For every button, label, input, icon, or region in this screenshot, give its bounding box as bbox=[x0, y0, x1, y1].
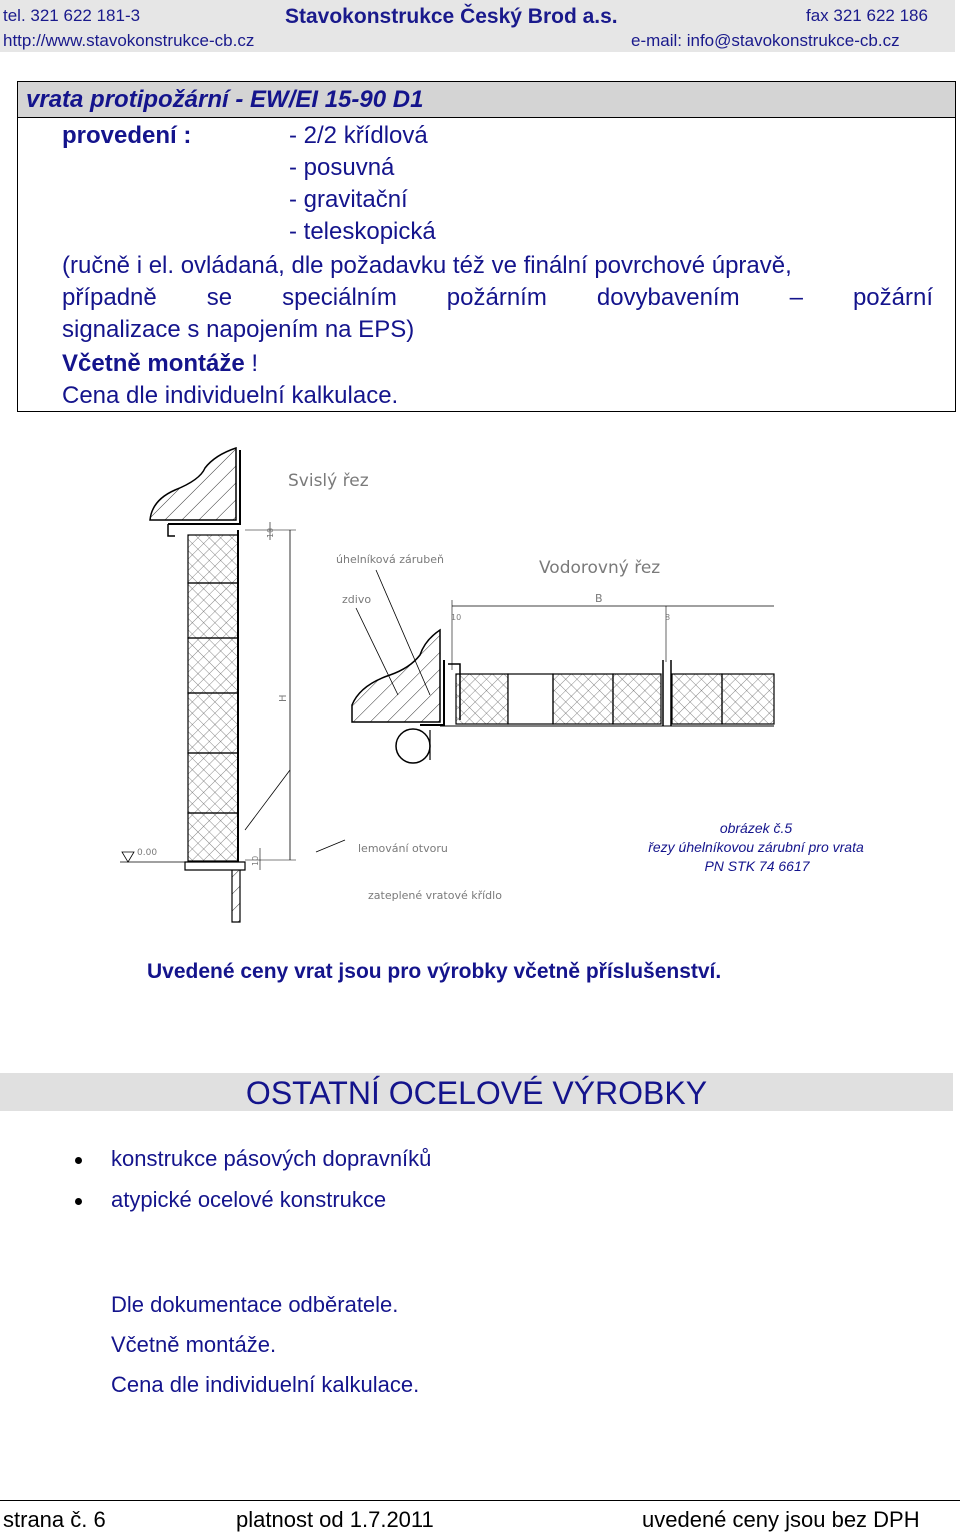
company-name: Stavokonstrukce Český Brod a.s. bbox=[285, 5, 618, 28]
note-line: případně se speciálním požárním dovybavením – požární bbox=[62, 284, 933, 311]
vat-note: uvedené ceny jsou bez DPH bbox=[642, 1507, 920, 1532]
variant-item: - gravitační bbox=[289, 186, 408, 213]
variant-item: - teleskopická bbox=[289, 218, 436, 245]
price-note: Cena dle individuelní kalkulace. bbox=[62, 382, 399, 409]
insulated-leaf-label: zateplené vratové křídlo bbox=[368, 889, 502, 902]
list-item: atypické ocelové konstrukce bbox=[111, 1187, 387, 1212]
masonry-label: zdivo bbox=[342, 593, 372, 606]
assembly-text: Včetně montáže bbox=[62, 350, 245, 377]
opening-edge-label: lemování otvoru bbox=[358, 842, 448, 855]
dimension-10-top-label: 10 bbox=[266, 527, 275, 538]
phone-number: tel. 321 622 181-3 bbox=[3, 6, 141, 25]
note-line: signalizace s napojením na EPS) bbox=[62, 316, 415, 343]
variant-item: - posuvná bbox=[289, 154, 395, 181]
assembly-mark: ! bbox=[251, 350, 259, 377]
accessories-price-note: Uvedené ceny vrat jsou pro výrobky včetně příslušenství. bbox=[147, 960, 722, 983]
website-link[interactable]: http://www.stavokonstrukce-cb.cz bbox=[3, 31, 255, 50]
variant-label: provedení : bbox=[62, 122, 192, 149]
vertical-section-label: Svislý řez bbox=[288, 471, 369, 491]
fax-number: fax 321 622 186 bbox=[806, 6, 928, 25]
product-title: vrata protipožární - EW/EI 15-90 D1 bbox=[26, 86, 424, 113]
horizontal-section-label: Vodorovný řez bbox=[539, 558, 661, 578]
drawing-caption-standard: PN STK 74 6617 bbox=[704, 858, 810, 874]
bullet-icon bbox=[75, 1198, 82, 1205]
email-link[interactable]: e-mail: info@stavokonstrukce-cb.cz bbox=[631, 31, 900, 50]
dimension-10-horizontal-label: 10 bbox=[451, 613, 462, 622]
drawing-caption-number: obrázek č.5 bbox=[719, 820, 793, 836]
level-label: 0.00 bbox=[137, 848, 158, 858]
dimension-b-label: B bbox=[595, 592, 603, 605]
angle-frame-label: úhelníková zárubeň bbox=[336, 553, 444, 566]
dimension-h-label: H bbox=[278, 694, 289, 702]
note-line: (ručně i el. ovládaná, dle požadavku též ve finální povrchové úpravě, bbox=[62, 252, 792, 279]
dimension-8-label: 8 bbox=[665, 613, 671, 622]
drawing-caption-title: řezy úhelníkovou zárubní pro vrata bbox=[648, 839, 864, 855]
variant-item: - 2/2 křídlová bbox=[289, 122, 428, 149]
price-note-2: Cena dle individuelní kalkulace. bbox=[111, 1372, 420, 1397]
horizontal-section bbox=[245, 570, 774, 852]
dimension-10-bottom-label: 10 bbox=[251, 855, 260, 866]
section-header bbox=[0, 1073, 953, 1111]
page-header bbox=[0, 0, 955, 52]
product-box bbox=[17, 81, 956, 412]
section-title: OSTATNÍ OCELOVÉ VÝROBKY bbox=[245, 1075, 708, 1111]
footer-divider bbox=[0, 1500, 960, 1501]
bullet-icon bbox=[75, 1157, 82, 1164]
list-item: konstrukce pásových dopravníků bbox=[111, 1146, 432, 1171]
documentation-note: Dle dokumentace odběratele. bbox=[111, 1292, 399, 1317]
assembly-note-2: Včetně montáže. bbox=[111, 1332, 277, 1357]
product-title-bar bbox=[18, 82, 955, 118]
validity-date: platnost od 1.7.2011 bbox=[236, 1507, 434, 1532]
assembly-note bbox=[62, 350, 258, 378]
page-number: strana č. 6 bbox=[3, 1507, 106, 1532]
